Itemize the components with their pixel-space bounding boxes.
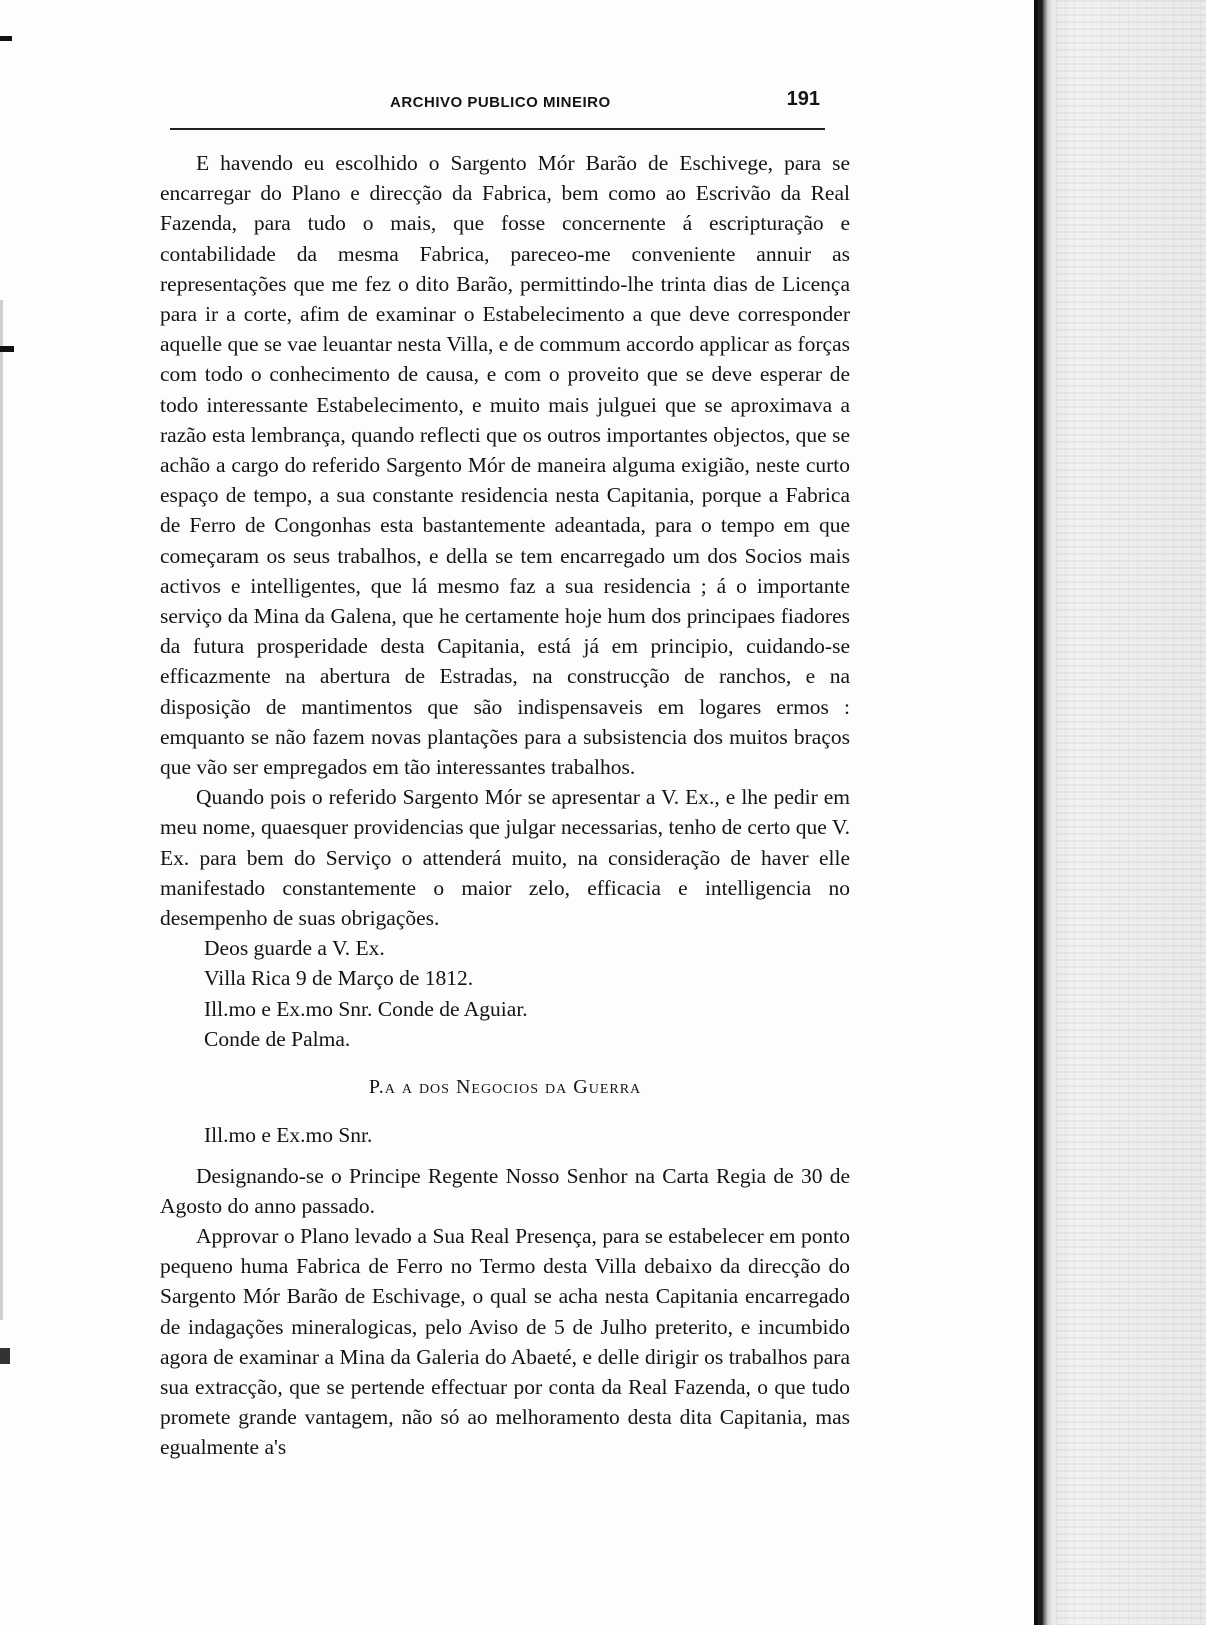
header-rule (170, 128, 825, 130)
scan-mark (0, 1348, 10, 1364)
section-title: P.a a dos Negocios da Guerra (368, 1076, 642, 1099)
letter1-closing: Deos guarde a V. Ex. (204, 936, 385, 961)
letter1-place-date: Villa Rica 9 de Março de 1812. (204, 966, 474, 991)
scan-left-shadow (0, 0, 3, 1625)
letter2-paragraph: Designando-se o Principe Regente Nosso Senhor na Carta Regia de 30 de Agosto do anno passado. (160, 1163, 850, 1218)
document-page (160, 80, 850, 1463)
letter1-paragraph: Quando pois o referido Sargento Mór se apresentar a V. Ex., e lhe pedir em meu nome, quaesquer providencias que julgar necessarias, tenho de certo que V. Ex. para bem do Serviço o attenderá muito, na consideração de haver elle manifestado constantemente o maior zelo, efficacia e intelligencia no desempenho de suas obrigações. (160, 785, 850, 931)
running-title: ARCHIVO PUBLICO MINEIRO (390, 94, 611, 111)
page-number: 191 (786, 88, 820, 110)
letter2-paragraph: Approvar o Plano levado a Sua Real Presença, para se estabelecer em ponto pequeno huma Fabrica de Ferro no Termo desta Villa debaixo da direcção do Sargento Mór Barão de Eschivage, o qual se acha nesta Capitania encarregado de indagações mineralogicas, pelo Aviso de 5 de Julho preterito, e incumbido agora de examinar a Mina da Galeria do Abaeté, e delle dirigir os trabalhos para sua extracção, que se pertende effectuar por conta da Real Fazenda, o que tudo promete grande vantagem, não só ao melhoramento desta dita Capitania, mas egualmente a's (160, 1223, 850, 1460)
running-header (160, 80, 850, 128)
scan-mark (0, 346, 14, 352)
letter1-signature: Conde de Palma. (204, 1026, 351, 1051)
letter2-salutation: Ill.mo e Ex.mo Snr. (204, 1123, 373, 1148)
document-body (160, 148, 850, 1463)
letter1-addressee: Ill.mo e Ex.mo Snr. Conde de Aguiar. (204, 996, 528, 1021)
scan-page-edge-texture (1056, 0, 1206, 1625)
scan-mark (0, 36, 12, 41)
letter1-paragraph: E havendo eu escolhido o Sargento Mór Barão de Eschivege, para se encarregar do Plano e direcção da Fabrica, bem como ao Escrivão da Real Fazenda, para tudo o mais, que fosse concernente á escripturação e contabilidade da mesma Fabrica, pareceo-me conveniente annuir as representações que me fez o dito Barão, permittindo-lhe trinta dias de Licença para ir a corte, afim de examinar o Estabelecimento a que deve corresponder aquelle que se vae leuantar nesta Villa, e de commum accordo applicar as forças com todo o conhecimento de causa, e com o proveito que se deve esperar de todo interessante Estabelecimento, e muito mais julguei que se aproximava a razão esta lembrança, quando reflecti que os outros importantes objectos, que se achão a cargo do referido Sargento Mór de maneira alguma exigião, neste curto espaço de tempo, a sua constante residencia nesta Capitania, porque a Fabrica de Ferro de Congonhas esta bastantemente adeantada, para o tempo em que começaram os seus trabalhos, e della se tem encarregado um dos Socios mais activos e intelligentes, que lá mesmo faz a sua residencia ; á o importante serviço da Mina da Galena, que he certamente hoje hum dos principaes fiadores da futura prosperidade desta Capitania, está já em principio, cuidando-se efficazmente na abertura de Estradas, na construcção de ranchos, e na disposição de mantimentos que são indispensaveis em logares ermos : emquanto se não fazem novas plantações para a subsistencia dos muitos braços que vão ser empregados em tão interessantes trabalhos. (160, 151, 850, 780)
